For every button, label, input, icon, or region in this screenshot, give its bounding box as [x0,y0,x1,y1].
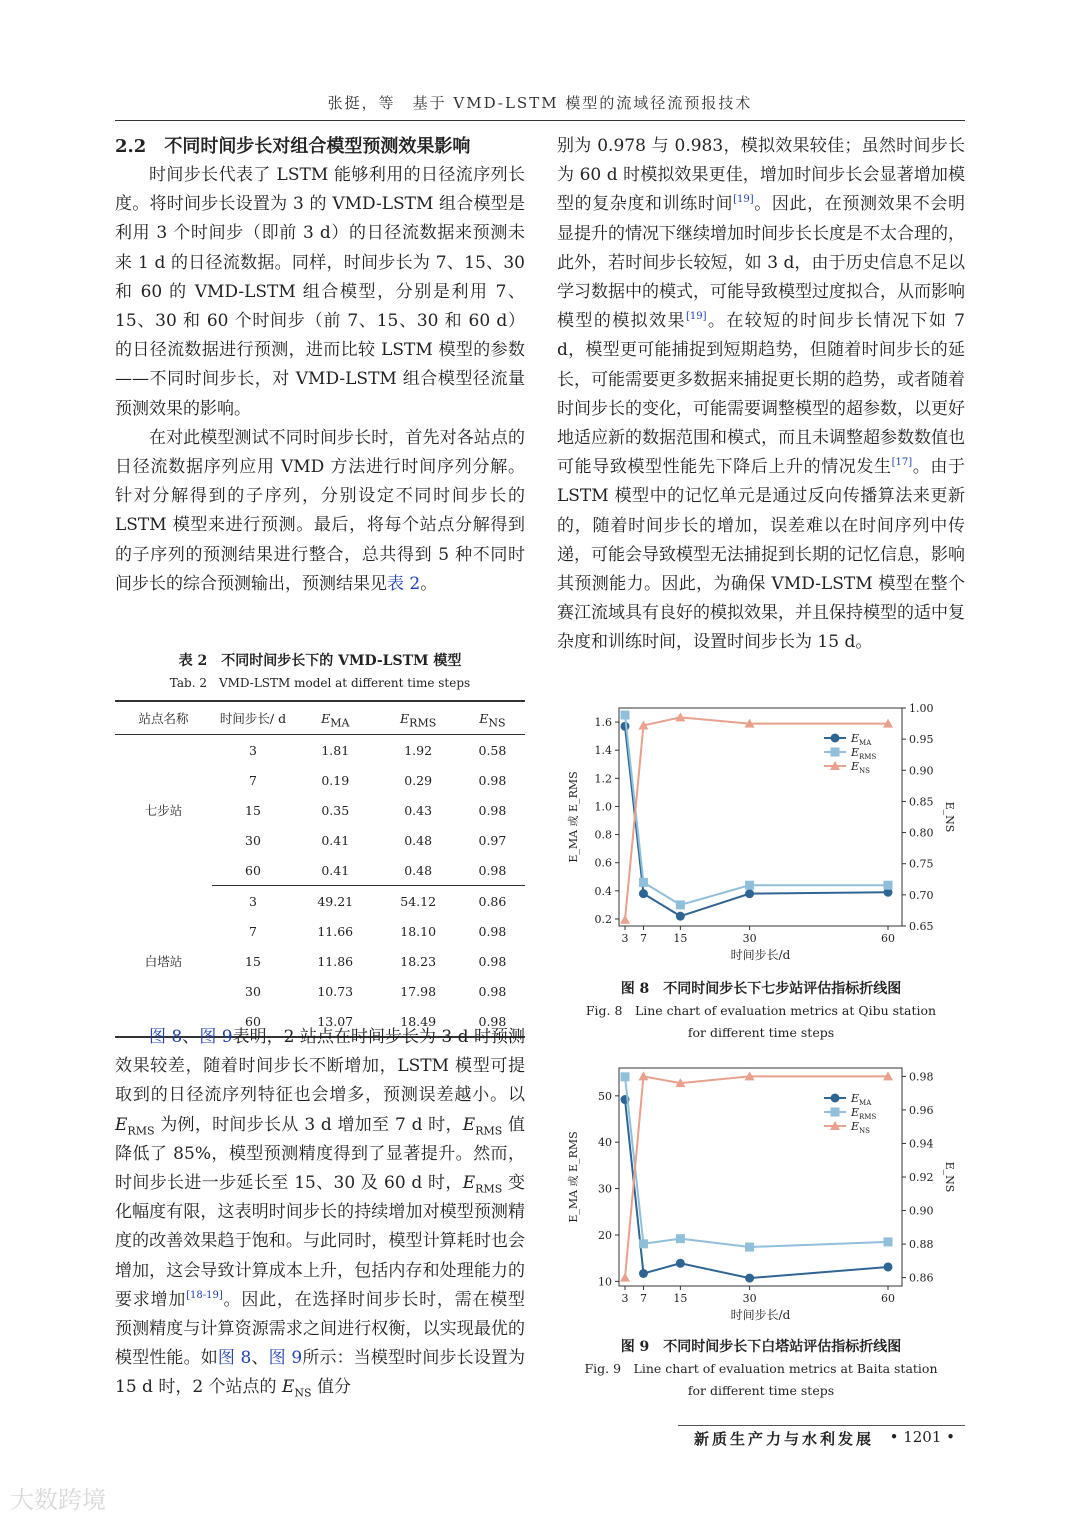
y-tick-label-right: 0.85 [909,795,934,809]
cell: 18.49 [376,1006,459,1037]
section-number: 2.2 [115,136,147,157]
cell: 0.19 [321,772,350,788]
cell: 0.98 [478,983,507,999]
cell: 18.23 [400,953,437,969]
cell: 1.81 [321,742,350,758]
cell: 30 [245,983,261,999]
paragraph: 时间步长代表了 LSTM 能够利用的日径流序列长度。将时间步长设置为 3 的 VMD-LSTM 组合模型是利用 3 个时间步（即前 3 d）的日径流数据来预测未来 1 d 的日径流数据。同样，时间步长为 7、15、30 和 60 的 VMD-LSTM 组合模型，分别是利用 7、15、30 和 60 个时间步（前 7、15、30 和 60 d）的日径流数据进行预测，进而比较 LSTM 模型的参数——不同时间步长，对 VMD-LSTM 组合模型径流量预测效果的影响。 [115,165,525,419]
legend-marker [831,1108,840,1117]
cell: 0.35 [321,802,350,818]
x-tick-label: 15 [673,1292,688,1305]
data-point-e-ns [638,1071,648,1080]
figure-9-caption-en: Fig. 9 Line chart of evaluation metrics at Baita station [584,1361,938,1376]
paragraph: 别为 0.978 与 0.983，模拟效果较佳；虽然时间步长为 60 d 时模拟效果更佳，增加时间步长会显著增加模型的复杂度和训练时间[19]。因此，在预测效果不会明显提升的情况下继续增加时间步长长度是不太合理的，此外，若时间步长较短，如 3 d，由于历史信息不足以学习数据中的模式，可能导致模型过度拟合，从而影响模型的模拟效果[19]。在较短的时间步长情况下如 7 d，模型更可能捕捉到短期趋势，但随着时间步长的延长，可能需要更多数据来捕捉更长期的趋势，或者随着时间步长的变化，可能需要调整模型的超参数，以更好地适应新的数据范围和模式，而且未调整超参数数值也可能导致模型性能先下降后上升的情况发生[17]。由于 LSTM 模型中的记忆单元是通过反向传播算法来更新的，随着时间步长的增加，误差难以在时间序列中传递，可能会导致模型无法捕捉到长期的记忆信息，影响其预测能力。因此，为确保 VMD-LSTM 模型在整个赛江流域具有良好的模拟效果，并且保持模型的适中复杂度和训练时间，设置时间步长为 15 d。 [557,136,966,653]
cell: 11.66 [317,923,354,939]
data-point-e-rms [884,881,893,890]
cell: 60 [212,855,294,886]
figure-8-caption-en: Fig. 8 Line chart of evaluation metrics at Qibu station [585,1003,937,1018]
cell: 13.07 [294,1006,376,1037]
y-tick-label-right: 0.96 [909,1103,934,1117]
fig-8-link[interactable]: 图 8 [217,1348,252,1369]
series-line-e-ma [625,726,888,916]
data-point-e-ma [676,912,685,921]
cell: 0.98 [478,923,507,939]
y-axis-label-right: E_NS [943,1161,956,1193]
cell: 17.98 [400,983,437,999]
data-point-e-rms [639,1239,648,1248]
y-tick-label-left: 1.4 [594,744,612,758]
citation-link[interactable]: [19] [685,311,707,323]
legend-label: $E_{RMS}$ [851,1106,877,1121]
cell: 0.98 [460,1006,525,1037]
header-step: 时间步长/ d [212,701,294,735]
series-line-e-ma [625,1100,888,1279]
data-point-e-ns [620,915,630,924]
data-point-e-ns [620,1273,630,1282]
station-cell: 七步站 [144,803,183,819]
cell: 0.43 [404,802,433,818]
y-tick-label-right: 0.94 [909,1137,934,1151]
citation-link[interactable]: [17] [891,457,913,469]
y-tick-label-left: 20 [598,1228,612,1242]
paragraph [115,424,525,599]
legend-marker [831,1094,840,1103]
cell: 0.98 [478,772,507,788]
cell: 3 [249,742,257,758]
cell: 0.41 [294,855,376,886]
x-tick-label: 3 [621,1292,629,1305]
cell: 54.12 [400,893,437,909]
legend-label: $E_{NS}$ [851,1120,870,1135]
paragraph-text: 在对此模型测试不同时间步长时，首先对各站点的日径流数据序列应用 VMD 方法进行时间序列分解。针对分解得到的子序列，分别设定不同时间步长的 LSTM 模型来进行预测。最后，将每个站点分解得到的子序列的预测结果进行整合，总共得到 5 种不同时间步长的综合预测输出，预测结果见 [115,427,525,594]
y-axis-label-right: E_NS [943,801,956,833]
cell: 0.98 [478,953,507,969]
section-title: 不同时间步长对组合模型预测效果影响 [164,136,471,157]
cell: 0.97 [478,832,507,848]
data-point-e-rms [676,900,685,909]
y-axis-label-left: E_MA 或 E_RMS [567,1131,580,1223]
left-column-bottom [115,1023,525,1403]
y-tick-label-right: 0.90 [909,1204,934,1218]
table-header-row [115,701,525,735]
y-tick-label-right: 0.92 [909,1171,934,1184]
y-tick-label-left: 10 [598,1275,612,1289]
header-ema: $E_{MA}$ [294,701,376,735]
legend-marker [831,748,840,757]
y-tick-label-left: 0.6 [594,856,612,870]
data-point-e-ma [745,889,754,898]
citation-link[interactable]: [18-19] [186,1289,223,1301]
citation-link[interactable]: [19] [733,194,754,206]
data-point-e-ma [676,1259,685,1268]
figure-8-caption-cn: 图 8 不同时间步长下七步站评估指标折线图 [620,981,902,997]
cell: 11.86 [317,953,354,969]
figure-8-caption-en-2: for different time steps [687,1025,835,1040]
y-tick-label-right: 0.90 [909,764,934,778]
x-tick-label: 60 [881,932,895,945]
data-point-e-rms [745,1243,754,1252]
paragraph: 图 8、图 9表明，2 站点在时间步长为 3 d 时预测效果较差，随着时间步长不断增加，LSTM 模型可提取到的日径流序列特征也会增多，预测误差越小。以 $E_{RMS}$ 为例，时间步长从 3 d 增加至 7 d 时，$E_{RMS}$ 值降低了 85%，模型预测精度得到了显著提升。然而，时间步长进一步延长至 15、30 及 60 d 时，$E_{RMS}$ 变化幅度有限，这表明时间步长的持续增加对模型预测精度的改善效果趋于饱和。与此同时，模型计算耗时也会增加，这会导致计算成本上升，包括内存和处理能力的要求增加[18-19]。因此，在选择时间步长时，需在模型预测精度与计算资源需求之间进行权衡，以实现最优的模型性能。如图 8、图 9所示：当模型时间步长设置为 15 d 时，2 个站点的 $E_{NS}$ 值分 [115,1027,526,1400]
running-header: 张挺，等 基于 VMD-LSTM 模型的流域径流预报技术 [327,94,753,112]
y-tick-label-left: 40 [598,1136,612,1150]
x-tick-label: 3 [621,932,629,945]
data-point-e-rms [639,878,648,887]
cell: 1.92 [404,742,433,758]
data-point-e-rms [884,1237,893,1246]
page-number: • 1201 • [889,1428,955,1446]
right-column [557,132,965,658]
cell: 0.98 [460,855,525,886]
results-table [115,700,525,1038]
data-point-e-rms [621,711,630,720]
station-cell: 白塔站 [115,886,212,1038]
x-tick-label: 60 [881,1292,895,1305]
table-row [115,886,525,917]
cell: 0.41 [321,832,350,848]
header-erms: $E_{RMS}$ [376,701,459,735]
cell: 0.98 [478,802,507,818]
y-tick-label-right: 0.80 [909,826,934,840]
cell: 0.48 [376,855,459,886]
y-tick-label-right: 0.70 [909,888,934,902]
x-axis-label: 时间步长/d [730,1308,791,1322]
x-tick-label: 30 [742,932,757,945]
left-column-top [115,132,525,599]
y-tick-label-right: 0.88 [909,1238,934,1252]
y-axis-label-left: E_MA 或 E_RMS [567,771,580,863]
y-tick-label-right: 0.75 [909,857,934,871]
y-tick-label-left: 0.2 [594,912,612,926]
y-tick-label-left: 0.8 [594,828,612,842]
cell: 30 [245,832,261,848]
x-axis-label: 时间步长/d [730,948,791,962]
cell: 15 [245,953,261,969]
journal-name: 新质生产力与水利发展 [694,1430,875,1448]
figure-9-chart [557,1058,965,1326]
table-row [115,735,525,766]
page-footer [678,1425,965,1450]
x-tick-label: 7 [639,932,647,945]
cell: 15 [245,802,261,818]
x-tick-label: 30 [742,1292,757,1305]
cell: 18.10 [400,923,437,939]
data-point-e-rms [676,1234,685,1243]
y-tick-label-left: 0.4 [594,884,612,898]
y-tick-label-left: 50 [598,1089,612,1103]
legend-label: $E_{RMS}$ [851,746,877,761]
y-tick-label-right: 0.65 [909,920,934,933]
table-2-link[interactable]: 表 2 [387,573,421,594]
data-point-e-ma [884,1262,893,1271]
legend-label: $E_{NS}$ [851,760,870,775]
cell: 60 [212,1006,294,1037]
figure-8-chart [557,698,965,966]
cell: 3 [249,893,257,909]
fig-9-link[interactable]: 图 9 [268,1348,303,1369]
legend-label: $E_{MA}$ [851,1092,872,1107]
cell: 0.86 [478,893,507,909]
y-tick-label-left: 1.0 [594,800,612,814]
y-tick-label-left: 30 [598,1182,612,1196]
series-line-e-rms [625,715,888,905]
data-point-e-rms [745,881,754,890]
table-caption-cn: 表 2 不同时间步长下的 VMD-LSTM 模型 [178,653,462,669]
cell: 0.58 [478,742,507,758]
legend-label: $E_{MA}$ [851,732,872,747]
section-heading [115,132,525,161]
y-tick-label-left: 1.6 [594,716,612,730]
series-line-e-ns [625,717,888,919]
header-station: 站点名称 [115,701,212,735]
data-point-e-rms [621,1072,630,1081]
figure-9-caption-cn: 图 9 不同时间步长下白塔站评估指标折线图 [620,1339,902,1355]
cell: 7 [249,772,257,788]
cell: 0.48 [404,832,433,848]
header-ens: $E_{NS}$ [460,701,525,735]
y-tick-label-right: 0.98 [909,1070,934,1084]
punct: 。 [420,573,438,594]
data-point-e-ma [745,1274,754,1283]
fig-8-link[interactable]: 图 8 [149,1027,183,1047]
data-point-e-ma [639,1269,648,1278]
figure-9-caption-en-2: for different time steps [687,1383,835,1398]
y-tick-label-left: 1.2 [594,772,612,786]
cell: 0.29 [404,772,433,788]
cell: 10.73 [317,983,354,999]
x-tick-label: 7 [639,1292,647,1305]
legend-marker [831,734,840,743]
y-tick-label-right: 0.86 [909,1271,934,1285]
fig-9-link[interactable]: 图 9 [199,1027,233,1047]
series-line-e-rms [625,1077,888,1247]
y-tick-label-right: 0.95 [909,733,934,747]
cell: 7 [249,923,257,939]
watermark: 大数跨境 [10,1486,106,1514]
table-caption-en: Tab. 2 VMD-LSTM model at different time steps [169,676,471,690]
data-point-e-ma [639,889,648,898]
x-tick-label: 15 [673,932,688,945]
cell: 49.21 [317,893,354,909]
y-tick-label-right: 1.00 [909,702,934,715]
header-rule [115,120,965,121]
